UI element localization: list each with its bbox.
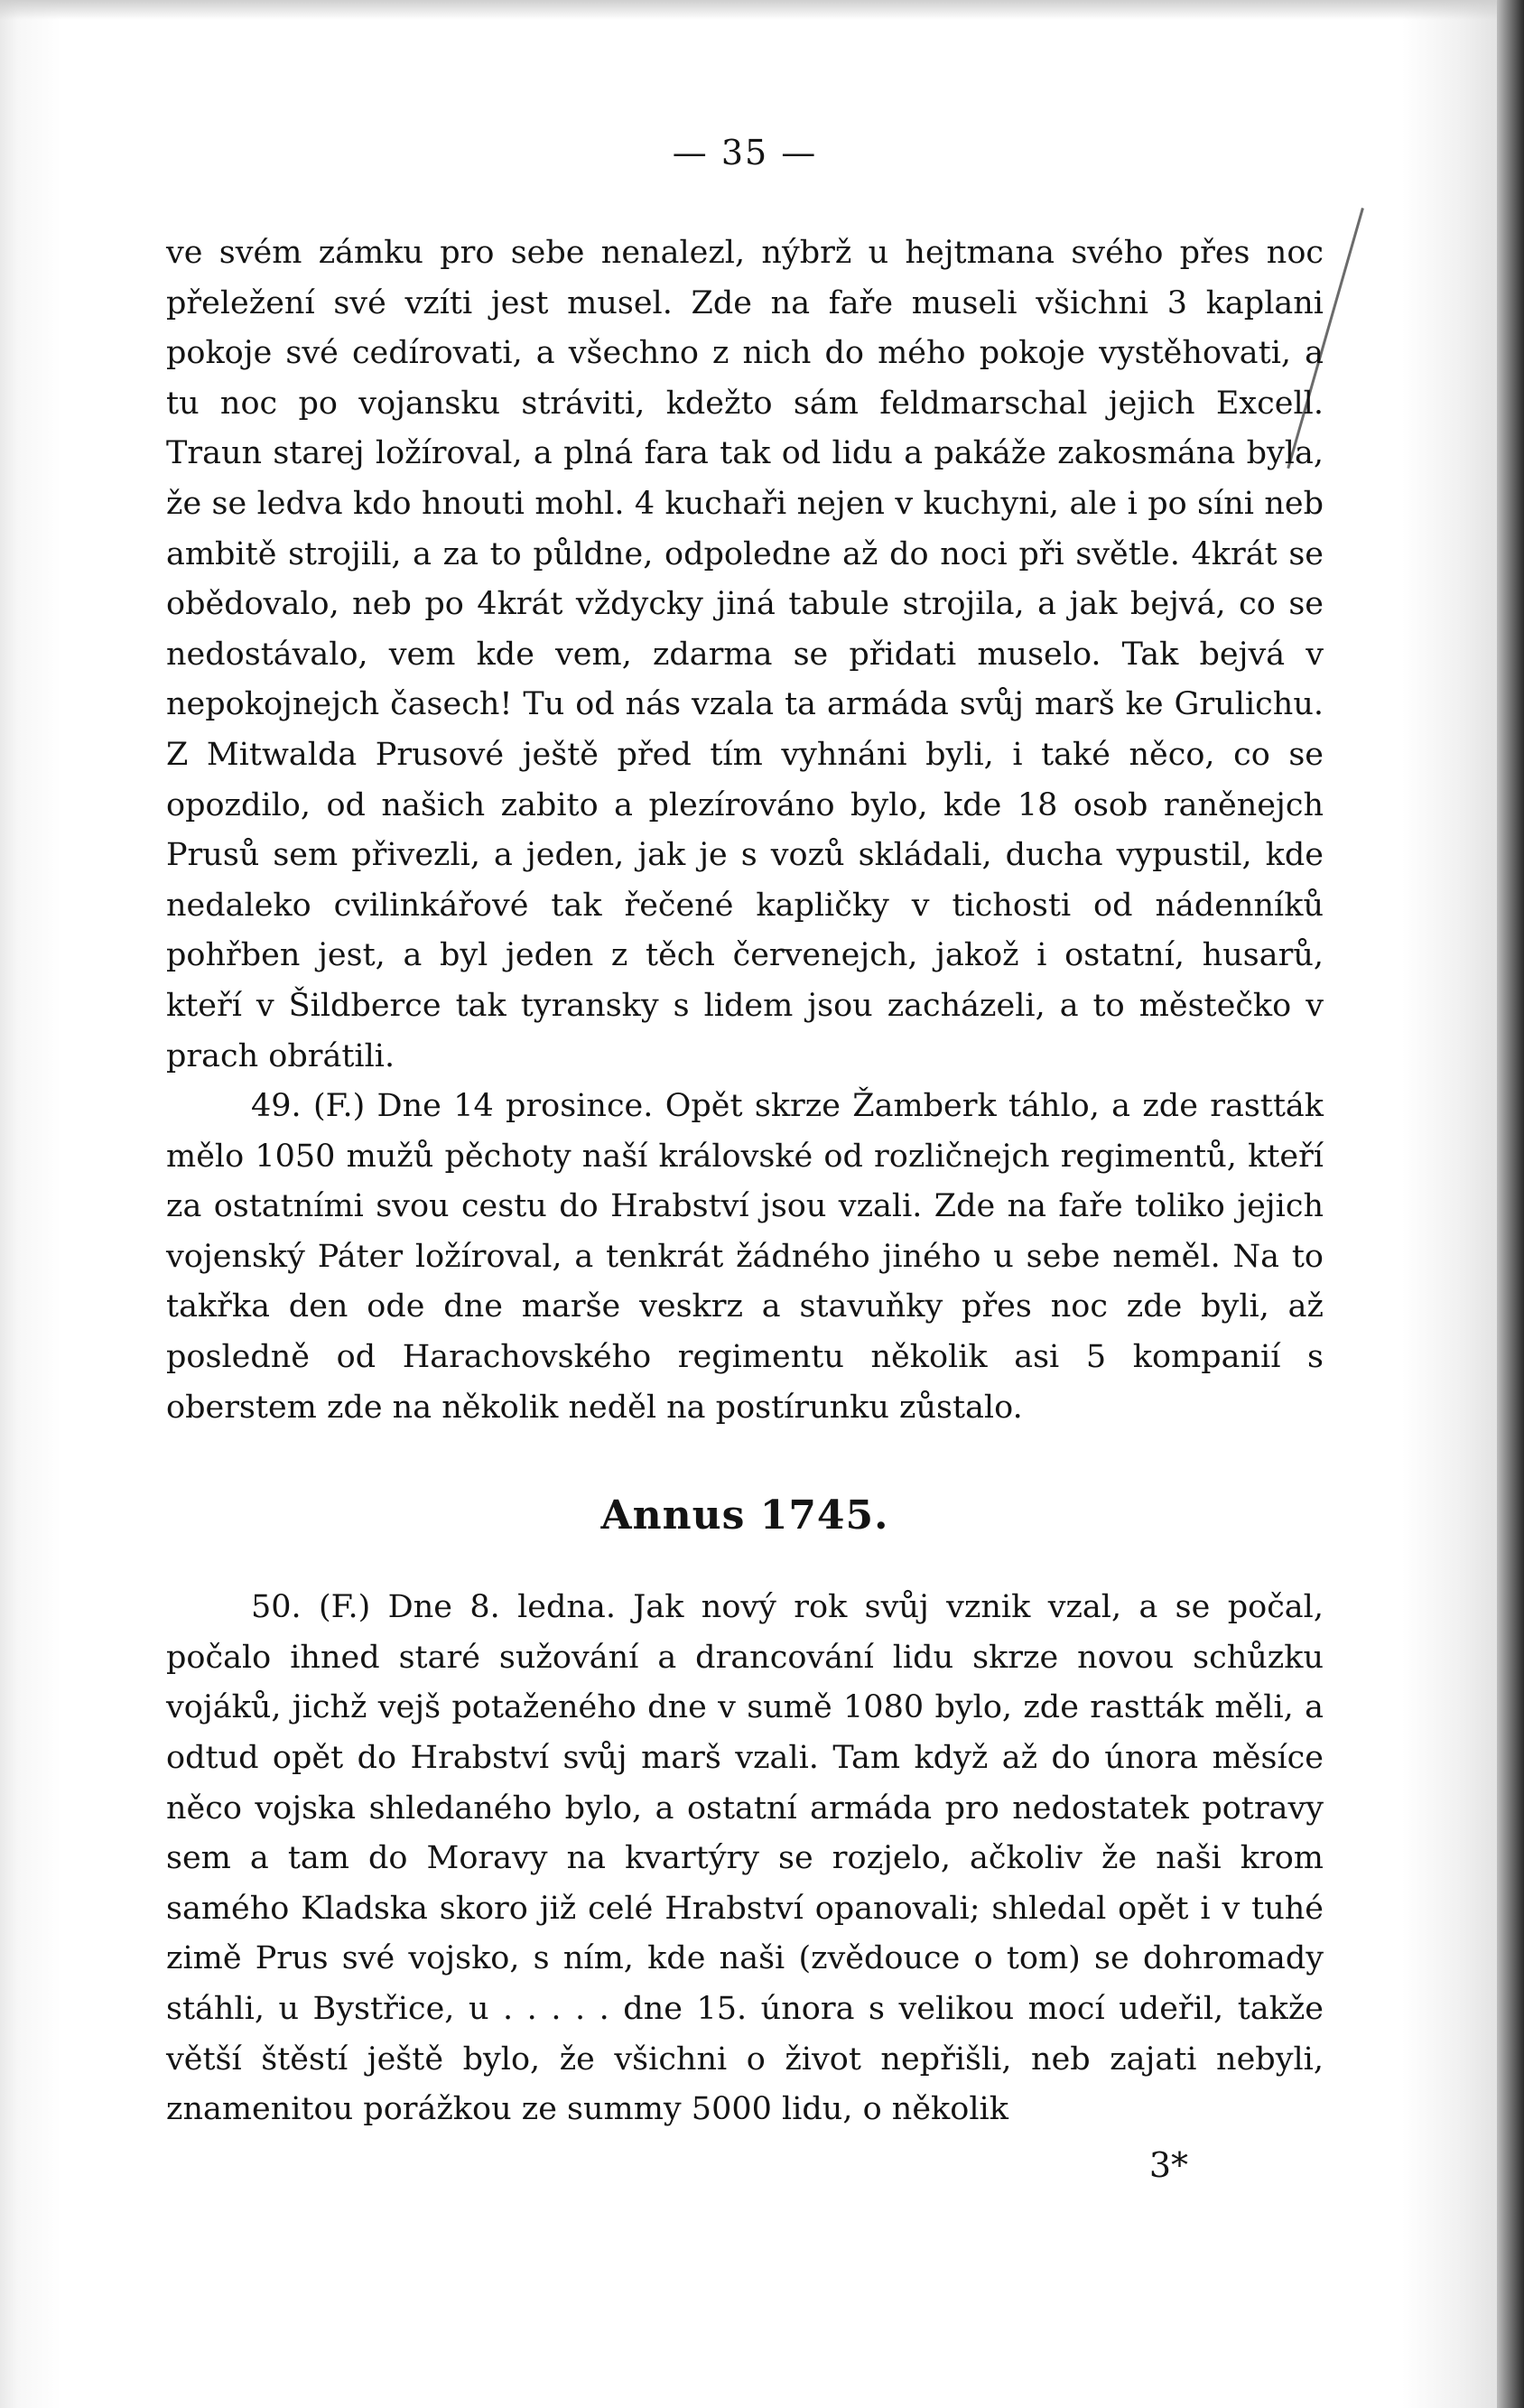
signature-mark: 3* xyxy=(1148,2144,1188,2185)
page-content xyxy=(166,131,1324,2188)
scan-top-edge-shadow xyxy=(0,0,1524,20)
scan-right-edge-shadow xyxy=(1497,0,1524,2408)
body-text xyxy=(166,228,1324,2135)
section-heading: Annus 1745. xyxy=(600,1492,889,1539)
paragraph-1: ve svém zámku pro sebe nenalezl, nýbrž u hejtmana svého přes noc přeležení své vzíti jest musel. Zde na faře museli všichni 3 kaplani pokoje své cedírovati, a všechno z nich do mého pokoje vystěhovati, a tu noc po vojansku stráviti, kdežto sám feldmarschal jejich Excell. Traun starej ložíroval, a plná fara tak od lidu a pakáže zakosmána byla, že se ledva kdo hnouti mohl. 4 kuchaři nejen v kuchyni, ale i po síni neb ambitě strojili, a za to půldne, odpoledne až do noci při světle. 4krát se obědovalo, neb po 4krát vždycky jiná tabule strojila, a jak bejvá, co se nedostávalo, vem kde vem, zdarma se přidati muselo. Tak bejvá v nepokojnejch časech! Tu od nás vzala ta armáda svůj marš ke Grulichu. Z Mitwalda Prusové ještě před tím vyhnáni byli, i také něco, co se opozdilo, od našich zabito a plezírováno bylo, kde 18 osob raněnejch Prusů sem přivezli, a jeden, jak je s vozů skládali, ducha vypustil, kde nedaleko cvilinkářové tak řečené kapličky v tichosti od nádenníků pohřben jest, a byl jeden z těch červenejch, jakož i ostatní, husarů, kteří v Šildberce tak tyransky s lidem jsou zacházeli, a to městečko v prach obrátili. xyxy=(166,235,1324,1074)
paragraph-50: 50. (F.) Dne 8. ledna. Jak nový rok svůj vznik vzal, a se počal, počalo ihned staré sužování a drancování lidu skrze novou schůzku vojáků, jichž vejš potaženého dne v sumě 1080 bylo, zde rastták měli, a odtud opět do Hrabství svůj marš vzali. Tam když až do února měsíce něco vojska shledaného bylo, a ostatní armáda pro nedostatek potravy sem a tam do Moravy na kvartýry se rozjelo, ačkoliv že naši krom samého Kladska skoro již celé Hrabství opanovali; shledal opět i v tuhé zimě Prus své vojsko, s ním, kde naši (zvědouce o tom) se dohromady stáhli, u Bystřice, u . . . . . dne 15. února s velikou mocí udeřil, takže větší štěstí ještě bylo, že všichni o život nepřišli, neb zajati nebyli, znamenitou porážkou ze summy 5000 lidu, o několik xyxy=(166,1589,1324,2128)
page-number: — 35 — xyxy=(672,133,818,172)
paragraph-49: 49. (F.) Dne 14 prosince. Opět skrze Žamberk táhlo, a zde rastták mělo 1050 mužů pěchoty naší královské od rozličnejch regimentů, kteří za ostatními svou cestu do Hrabství jsou vzali. Zde na faře toliko jejich vojenský Páter ložíroval, a tenkrát žádného jiného u sebe neměl. Na to takřka den ode dne marše veskrz a stavuňky přes noc zde byli, až posledně od Harachovského regimentu několik asi 5 kompanií s oberstem zde na několik neděl na postírunku zůstalo. xyxy=(166,1088,1324,1426)
